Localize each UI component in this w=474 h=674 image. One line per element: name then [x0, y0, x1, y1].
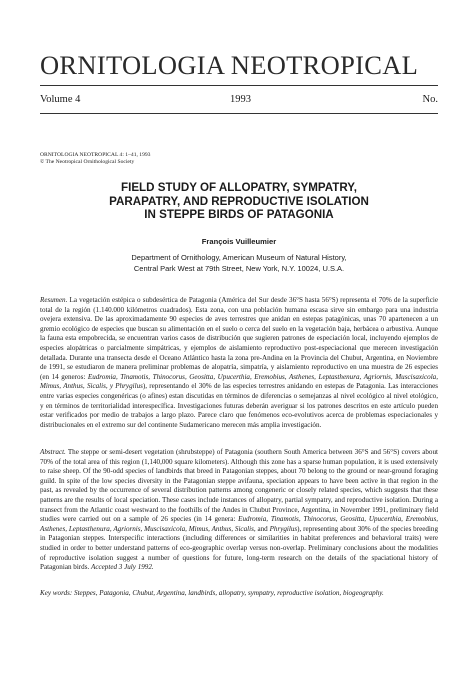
abstract-last-genus: Phrygilus: [269, 524, 298, 533]
header-rule-top: [40, 85, 438, 86]
issue-bar: [40, 94, 438, 108]
paper-title: [40, 181, 438, 222]
paper-title-line: PARAPATRY, AND REPRODUCTIVE ISOLATION: [109, 194, 369, 208]
accepted-date: Accepted 3 July 1992.: [91, 563, 154, 572]
abstract-text: The steppe or semi-desert vegetation (shrubsteppe) of Patagonia (southern South America between 36°S and 56°S) covers about 70% of the total area of this region (1,140,000 square kilometers). Although this zone has a sparse human population, it is used extensively to raise sheep. Of the 90-odd species of landbirds that breed in Patagonian steppes, about 70 belong to the ground or near-ground foraging guild. In spite of the low species diversity in the Patagonian steppe avifauna, speciation appears to have been active in that region in the past, as revealed by the occurrence of several distribution patterns among congeneric or closely related species, which suggests that these patterns are the results of local speciation. These cases include instances of allopatry, partial sympatry, and reproductive isolation. During a transect from the Atlantic coast westward to the foothills of the Andes in Chubut Province, Argentina, in November 1991, preliminary field studies were carried out on a sample of 26 species (in 14 genera:: [40, 448, 438, 524]
journal-title: ORNITOLOGIA NEOTROPICAL: [40, 50, 419, 80]
year-label: 1993: [230, 94, 251, 105]
volume-label: Volume 4: [40, 94, 81, 105]
paper-title-line: IN STEPPE BIRDS OF PATAGONIA: [144, 208, 334, 221]
resumen-text: La vegetación estépica o subdesértica de Patagonia (América del Sur desde 36°S hasta 56°S) representa el 70% de la superficie total de la región (1.140.000 kilómetros cuadrados). Esta zona, con una población humana escasa sirve sin embargo para una industria ovejera extensiva. De las aproximadamente 90 especies de aves terrestres que anidan en estepas patagónicas, unas 70 apartenecen a un gremio ecológico de especies que buscan su alimentación en el suelo o cerca del suelo en la vegetación baja, herbácea o arbustiva. Aunque la fauna esta empobrecida, se encuentran varios casos de distribución que sugieren patrones de especiación local, incluyendo ejemplos de especies alopátricas o parcialmente simpátricas, y ejemplos de aislamiento reproductivo post-especiacional que merecen investigación detallada. Durante una transecta desde el Oceano Atlántico hasta la zona pre-Andina en la Provincia del Chubut, Argentina, en Noviembre de 1991, se estudiaron de manera preliminar problemas de alopatría, simpatría, y aislamiento reproductivo en una muestra de 26 especies (en 14 generos:: [40, 296, 438, 381]
abstract-label: Abstract.: [40, 448, 66, 456]
copyright-line: © The Neotropical Ornithological Society: [40, 159, 135, 165]
resumen-genera: Eudromia, Tinamotis, Thinocorus, Geositta, Upucerthia, Eremobius, Asthenes, Leptasthenura, Agriornis, Muscisaxicola, Mimus, Anthus, Sicalis, y Phrygilus: [40, 372, 438, 391]
citation-line: ORNITOLOGIA NEOTROPICAL 4: 1–41, 1993: [40, 152, 151, 158]
number-label: No.: [422, 94, 438, 105]
resumen-label: Resumen.: [40, 296, 68, 304]
abstract-text-cont: ), representing about 30% of the species breeding in Patagonian steppes. Interspecific interactions (including differences or similarities in habitat preferences and behavioral traits) were studied in order to better understand patterns of eco-geographic overlap versus non-overlap. Preliminary conclusions about the modalities of reproductive isolation suggest a number of questions for future, long-term research on the details of the spaciational history of Patagonian birds.: [40, 524, 438, 572]
abstract-genera: Eudromia, Tinamotis, Thinocorus, Geositta, Upucerthia, Eremobius, Asthenes, Leptasthenura, Agriornis, Muscisaxicola, Mimus, Anthus, Sicalis,: [40, 515, 438, 533]
header-rule-bottom: [40, 113, 438, 114]
keywords-paragraph: [40, 589, 438, 611]
keywords-label: Key words:: [40, 589, 73, 597]
resumen-paragraph: [40, 296, 438, 438]
abstract-and: and: [255, 524, 270, 533]
resumen-text-cont: ), representando el 30% de las especies terrestres anidando en estepas de Patagonia. Las interacciones entre varias especies congenéricas (o afines) estan discutidas en términos de diferencias o semejanzas al nivel ecológico al nivel etológico, y en términos de territorialidad interespecífica. Investigaciones futuras deberán averiguar si los patrones descritos en este artículo pueden estar verificados por medio de trabajos a largo plazo. Parece claro que fenómenos eco-evolutivos acerca de problemas especiacionales y distribucionales en el extremo sur del continente Sudamericano merecen más amplia investigación.: [40, 382, 438, 429]
affiliation-line: Department of Ornithology, American Museum of Natural History,: [131, 253, 347, 262]
abstract-paragraph: [40, 448, 438, 584]
affiliation-line: Central Park West at 79th Street, New York, N.Y. 10024, U.S.A.: [133, 263, 345, 273]
author-affiliation: [40, 253, 438, 274]
citation: [40, 152, 300, 166]
paper-title-line: FIELD STUDY OF ALLOPATRY, SYMPATRY,: [121, 181, 357, 194]
author-name: François Vuilleumier: [201, 237, 277, 246]
keywords-text: Steppes, Patagonia, Chubut, Argentina, landbirds, allopatry, sympatry, reproductive isolation, biogeography.: [72, 589, 384, 597]
